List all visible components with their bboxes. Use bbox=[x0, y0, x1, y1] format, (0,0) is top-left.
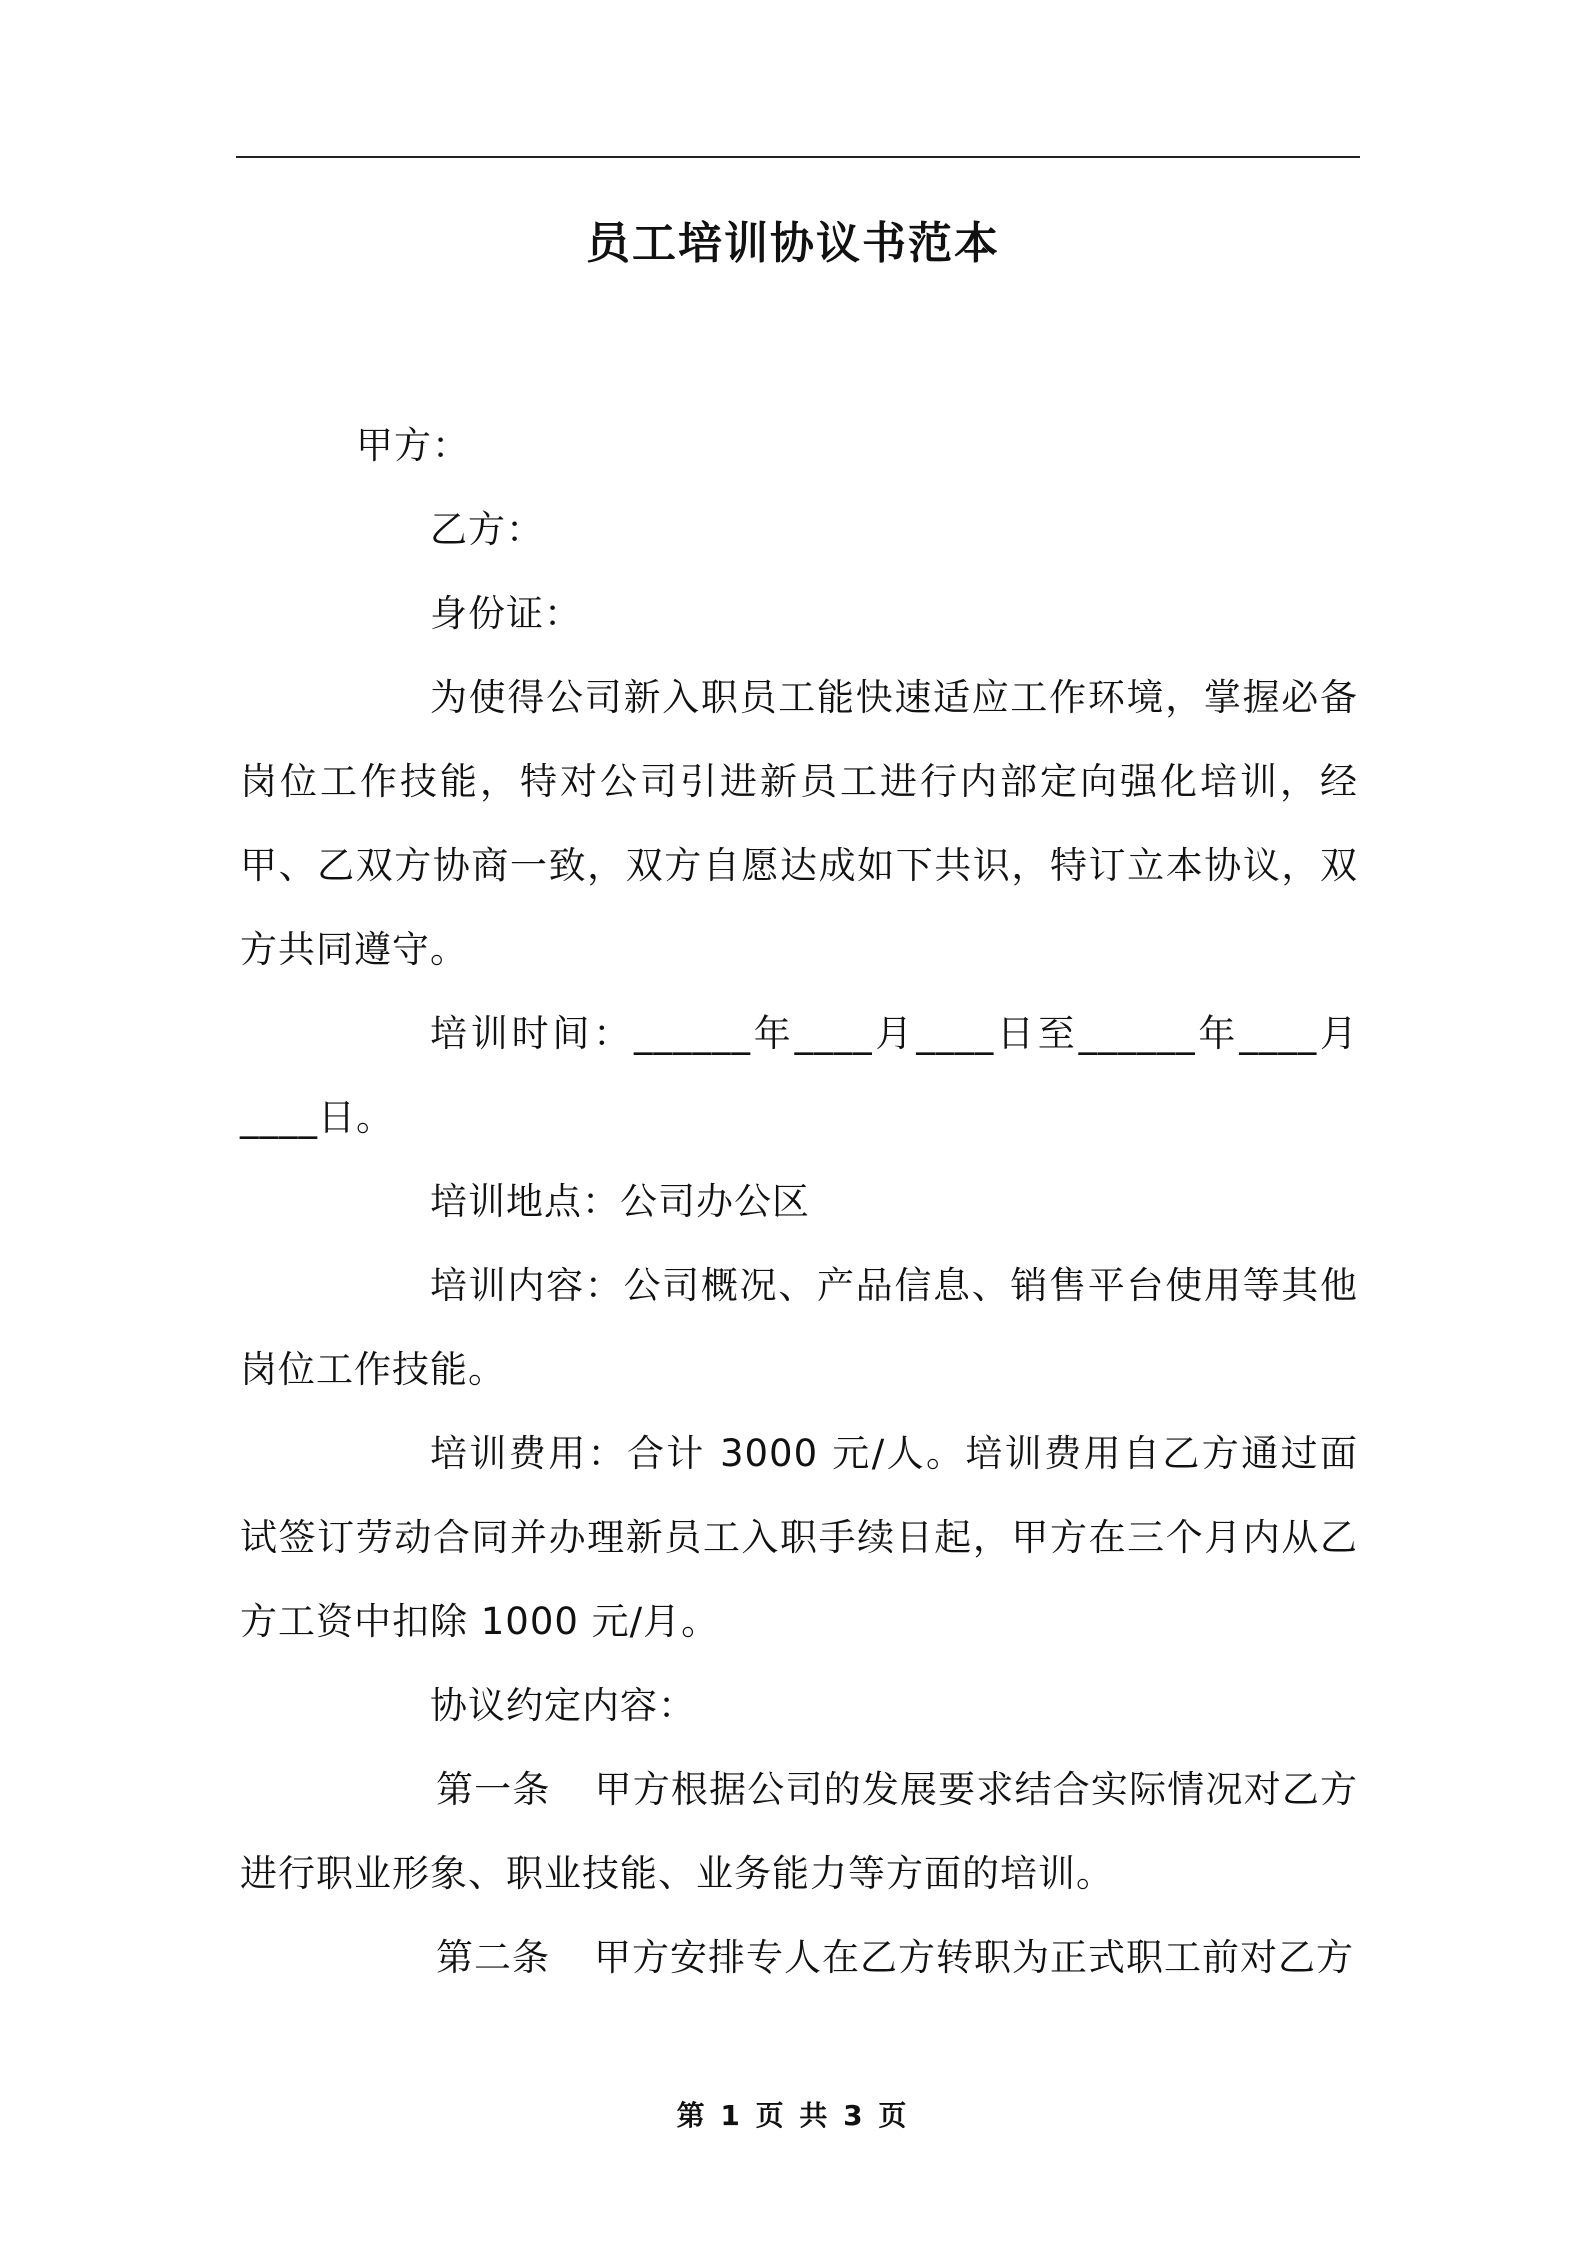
training-content-paragraph: 培训内容：公司概况、产品信息、销售平台使用等其他岗位工作技能。 bbox=[240, 1264, 1358, 1391]
training-fee-paragraph: 培训费用：合计 3000 元/人。培训费用自乙方通过面试签订劳动合同并办理新员工入职手续日起，甲方在三个月内从乙方工资中扣除 1000 元/月。 bbox=[240, 1432, 1358, 1643]
document-title: 员工培训协议书范本 bbox=[586, 218, 1000, 269]
training-location-paragraph: 培训地点：公司办公区 bbox=[430, 1180, 810, 1223]
id-card-line: 身份证： bbox=[430, 592, 582, 635]
document-body bbox=[240, 404, 1358, 2000]
clause-2-text: 甲方安排专人在乙方转职为正式职工前对乙方 bbox=[594, 1936, 1354, 1979]
clause-1-number: 第一条 bbox=[436, 1768, 551, 1811]
party-a-line: 甲方： bbox=[356, 424, 470, 467]
training-time-paragraph: 培训时间：______年____月____日至______年____月____日。 bbox=[240, 1012, 1358, 1139]
party-b-line: 乙方： bbox=[430, 508, 544, 551]
clause-2 bbox=[240, 1916, 1358, 2000]
header-rule bbox=[236, 156, 1360, 158]
clause-1 bbox=[240, 1748, 1358, 1916]
intro-paragraph: 为使得公司新入职员工能快速适应工作环境，掌握必备岗位工作技能，特对公司引进新员工进行内部定向强化培训，经甲、乙双方协商一致，双方自愿达成如下共识，特订立本协议，双方共同遵守。 bbox=[240, 676, 1358, 971]
clause-2-number: 第二条 bbox=[436, 1936, 550, 1979]
agreement-heading: 协议约定内容： bbox=[430, 1684, 696, 1727]
clause-1-text: 甲方根据公司的发展要求结合实际情况对乙方进行职业形象、职业技能、业务能力等方面的培训。 bbox=[240, 1768, 1359, 1895]
page-footer: 第 1 页 共 3 页 bbox=[676, 2099, 910, 2132]
